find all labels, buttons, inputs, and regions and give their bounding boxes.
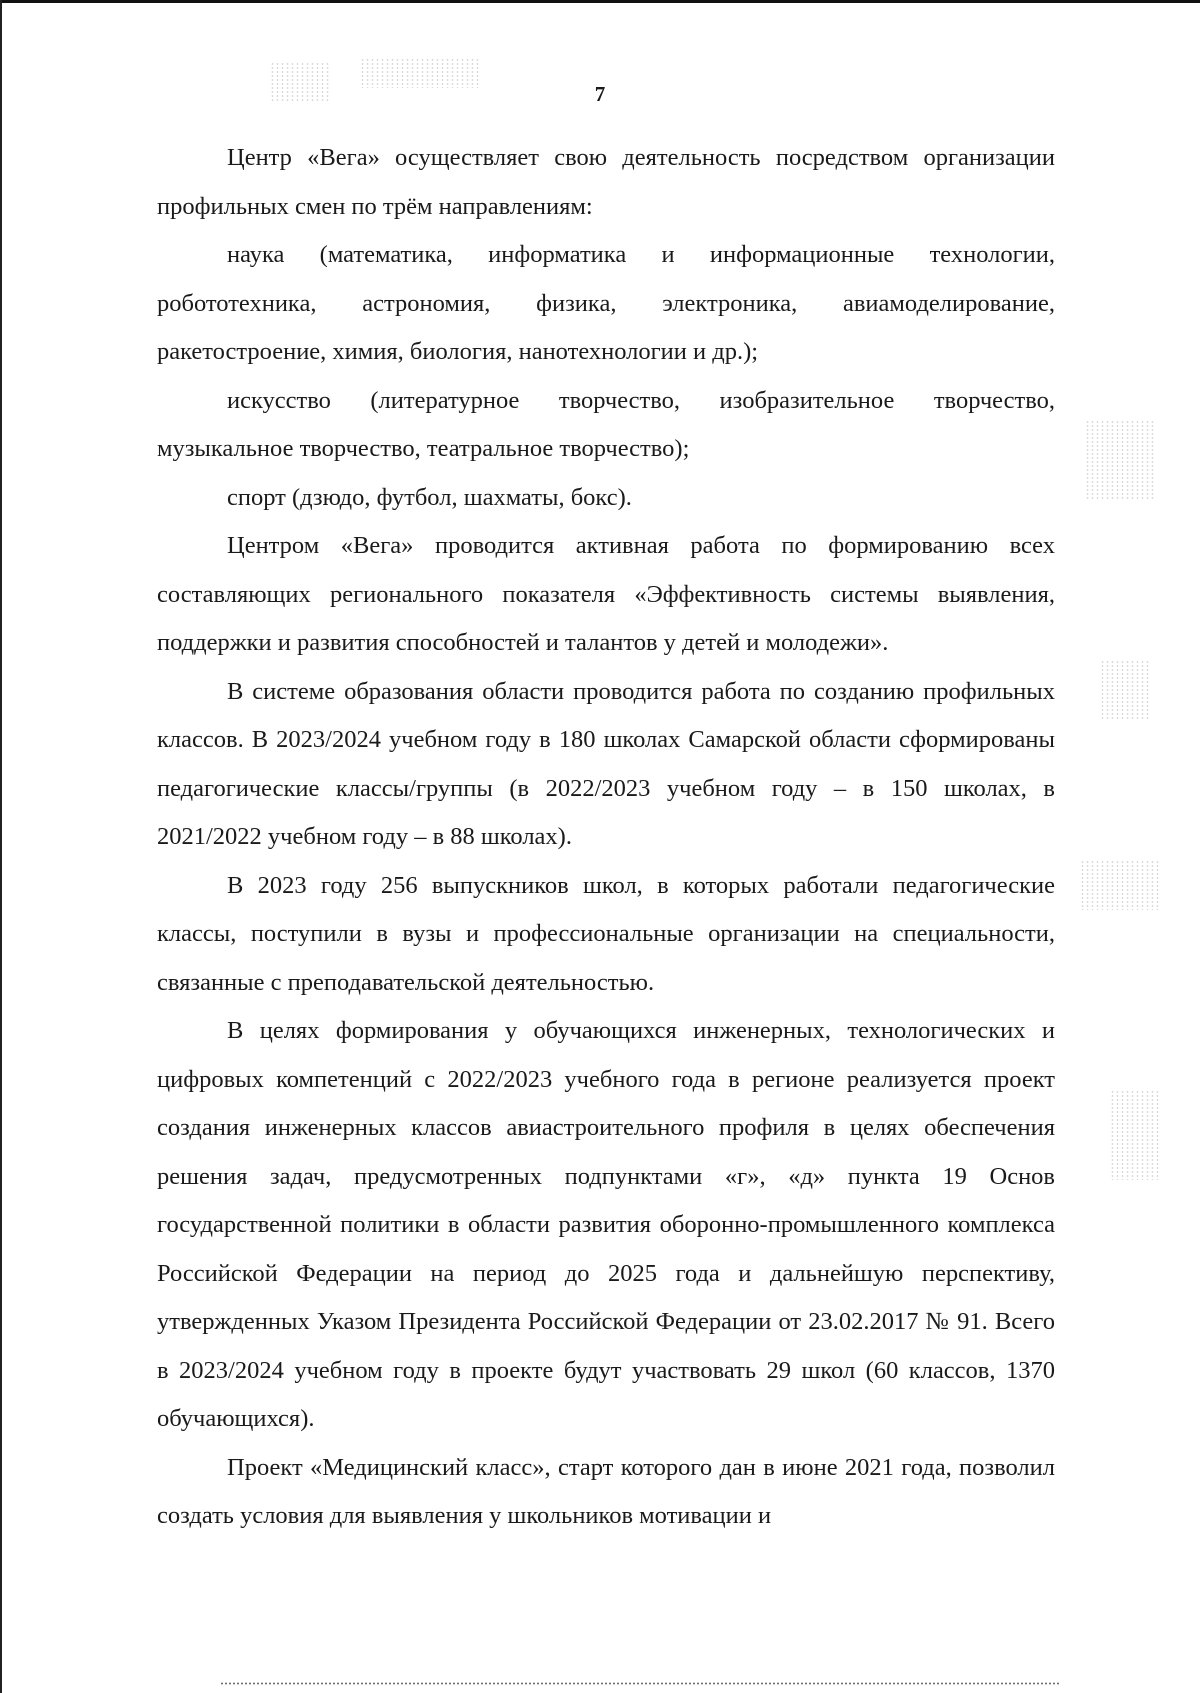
document-body <box>157 134 1055 1541</box>
scan-noise <box>1080 860 1160 910</box>
paragraph-sport: спорт (дзюдо, футбол, шахматы, бокс). <box>227 483 632 511</box>
scan-top-edge <box>0 0 1200 3</box>
scan-left-edge <box>0 0 2 1693</box>
scan-noise <box>1110 1090 1160 1180</box>
page-number: 7 <box>594 82 606 106</box>
paragraph-science: наука (математика, информатика и информационные технологии, робототехника, астрономия, физика, электроника, авиамоделирование, ракетостроение, химия, биология, нанотехнологии и др.); <box>157 241 1055 365</box>
paragraph-vega-intro: Центр «Вега» осуществляет свою деятельность посредством организации профильных смен по трём направлениям: <box>157 144 1055 220</box>
paragraph-medical-class: Проект «Медицинский класс», старт которого дан в июне 2021 года, позволил создать условия для выявления у школьников мотивации и <box>157 1453 1055 1529</box>
paragraph-graduates: В 2023 году 256 выпускников школ, в которых работали педагогические классы, поступили в вузы и профессиональные организации на специальности, связанные с преподавательской деятельностью. <box>157 871 1055 996</box>
paragraph-engineering-classes: В целях формирования у обучающихся инженерных, технологических и цифровых компетенций с 2022/2023 учебного года в регионе реализуется проект создания инженерных классов авиастроительного профиля в целях обеспечения решения задач, предусмотренных подпунктами «г», «д» пункта 19 Основ государственной политики в области развития оборонно-промышленного комплекса Российской Федерации на период до 2025 года и дальнейшую перспективу, утвержденных Указом Президента Российской Федерации от 23.02.2017 № 91. Всего в 2023/2024 учебном году в проекте будут участвовать 29 школ (60 классов, 1370 обучающихся). <box>157 1017 1055 1432</box>
scan-noise <box>1100 660 1150 720</box>
paragraph-art: искусство (литературное творчество, изобразительное творчество, музыкальное творчество, театральное творчество); <box>157 386 1055 462</box>
paragraph-vega-work: Центром «Вега» проводится активная работа по формированию всех составляющих регионального показателя «Эффективность системы выявления, поддержки и развития способностей и талантов у детей и молодежи». <box>157 532 1055 656</box>
scan-bottom-line <box>220 1682 1060 1685</box>
scan-noise <box>1085 420 1155 500</box>
paragraph-profile-classes: В системе образования области проводится работа по созданию профильных классов. В 2023/2024 учебном году в 180 школах Самарской области сформированы педагогические классы/группы (в 2022/2023 учебном году – в 150 школах, в 2021/2022 учебном году – в 88 школах). <box>157 677 1055 850</box>
